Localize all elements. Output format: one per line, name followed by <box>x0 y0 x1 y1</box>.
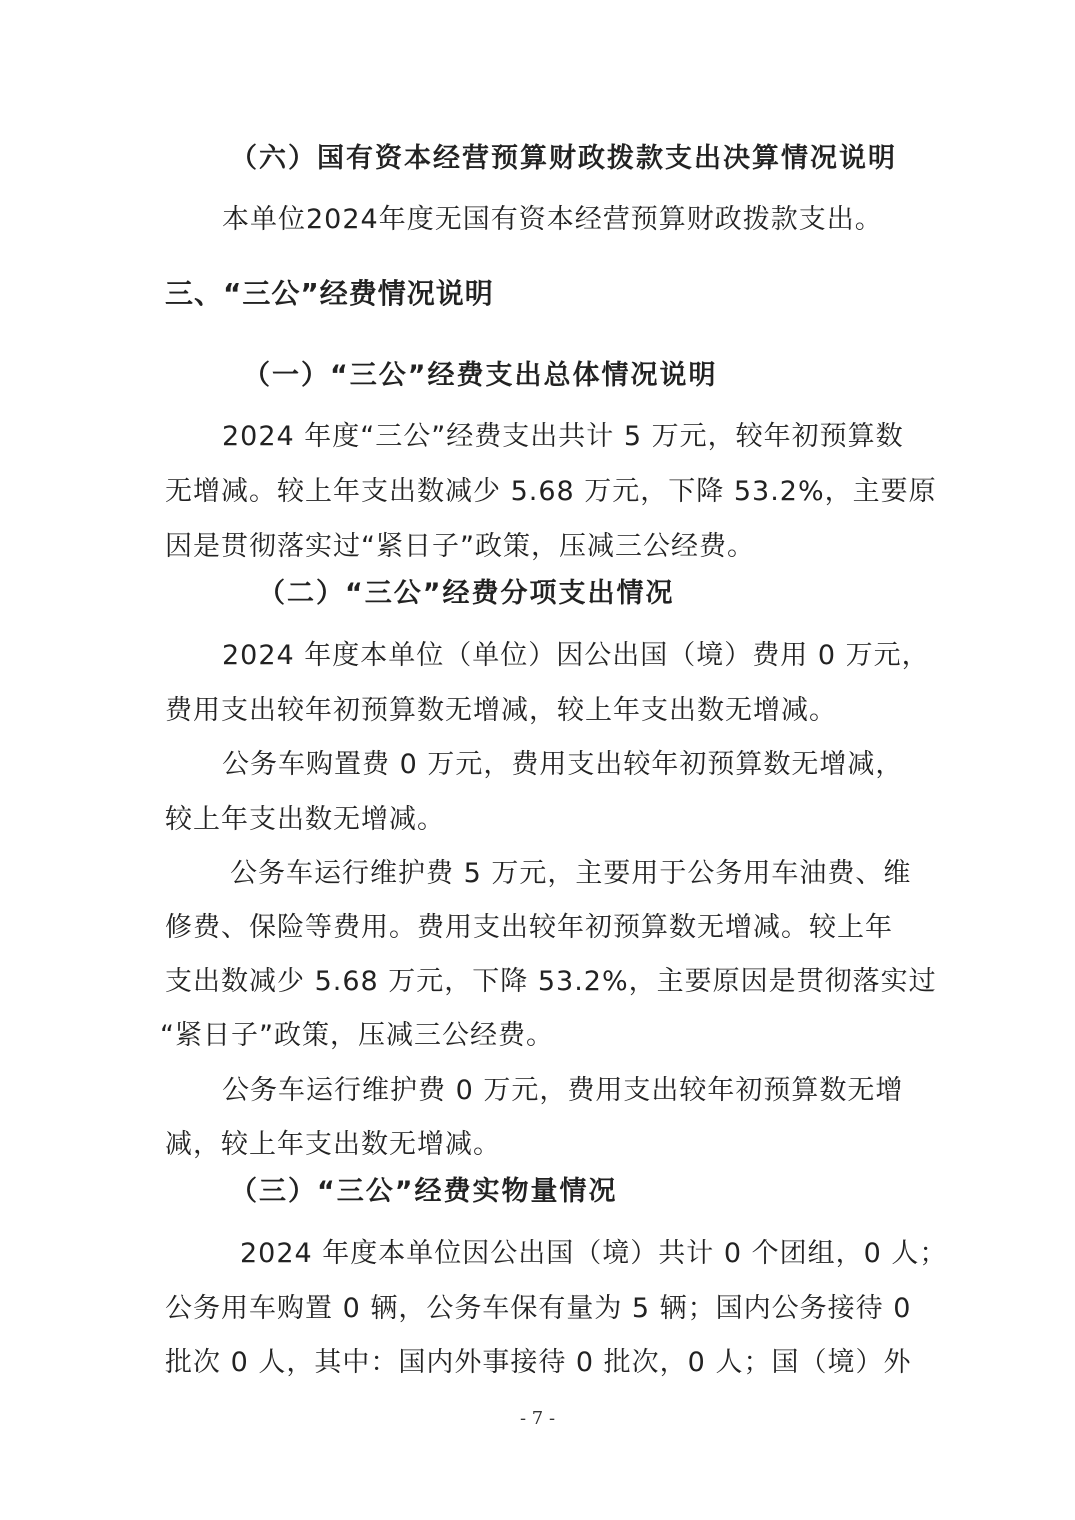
paragraph-line: 本单位2024年度无国有资本经营预算财政拨款支出。 <box>222 204 883 235</box>
section-heading-3: （三）“三公”经费实物量情况 <box>230 1176 618 1207</box>
paragraph-line: 批次 0 人，其中：国内外事接待 0 批次，0 人；国（境）外 <box>165 1347 912 1378</box>
paragraph-line: 较上年支出数无增减。 <box>165 804 445 835</box>
paragraph-line: 2024 年度“三公”经费支出共计 5 万元，较年初预算数 <box>222 421 904 452</box>
paragraph-line: 2024 年度本单位因公出国（境）共计 0 个团组，0 人； <box>240 1238 948 1269</box>
paragraph-line: 因是贯彻落实过“紧日子”政策，压减三公经费。 <box>165 531 755 562</box>
paragraph-line: 公务用车购置 0 辆，公务车保有量为 5 辆；国内公务接待 0 <box>165 1293 912 1324</box>
paragraph-line: 支出数减少 5.68 万元，下降 53.2%，主要原因是贯彻落实过 <box>165 966 937 997</box>
paragraph-line: “紧日子”政策，压减三公经费。 <box>160 1020 554 1051</box>
paragraph-line: 修费、保险等费用。费用支出较年初预算数无增减。较上年 <box>165 912 893 943</box>
section-heading-6: （六）国有资本经营预算财政拨款支出决算情况说明 <box>230 143 897 174</box>
paragraph-line: 公务车运行维护费 5 万元，主要用于公务用车油费、维 <box>230 858 912 889</box>
chapter-heading-3: 三、“三公”经费情况说明 <box>165 277 494 310</box>
page-number: - 7 - <box>519 1408 556 1429</box>
paragraph-line: 公务车运行维护费 0 万元，费用支出较年初预算数无增 <box>222 1075 904 1106</box>
section-heading-1: （一）“三公”经费支出总体情况说明 <box>243 360 718 391</box>
paragraph-line: 费用支出较年初预算数无增减，较上年支出数无增减。 <box>165 695 837 726</box>
paragraph-line: 公务车购置费 0 万元，费用支出较年初预算数无增减， <box>222 749 904 780</box>
paragraph-line: 减，较上年支出数无增减。 <box>165 1129 501 1160</box>
section-heading-2: （二）“三公”经费分项支出情况 <box>258 578 675 609</box>
paragraph-line: 无增减。较上年支出数减少 5.68 万元，下降 53.2%，主要原 <box>165 476 937 507</box>
paragraph-line: 2024 年度本单位（单位）因公出国（境）费用 0 万元， <box>222 640 930 671</box>
